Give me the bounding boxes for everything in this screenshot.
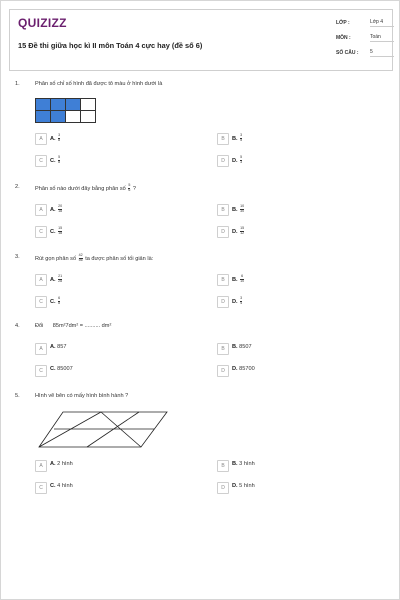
option-letter: B.: [232, 276, 238, 283]
diagonal-line: [39, 412, 101, 447]
fraction: $\frac{3}{5}$: [240, 133, 243, 142]
question-text: Phân số nào dưới đây bằng phân số $\frac{5}{6}$ ?: [35, 183, 137, 192]
option-value: 5 hình: [239, 483, 255, 489]
shaded-fraction-grid: [35, 98, 95, 122]
fraction: $\frac{21}{28}$: [58, 274, 63, 283]
option-value: 85700: [239, 366, 255, 372]
option-box[interactable]: B: [217, 343, 229, 355]
option-box[interactable]: C: [35, 155, 47, 167]
fraction: $\frac{3}{8}$: [58, 133, 61, 142]
question-number: 3.: [15, 254, 20, 260]
option-box[interactable]: C: [35, 296, 47, 308]
question-number: 4.: [15, 323, 20, 329]
option-value: 4 hình: [57, 483, 73, 489]
grid-cell: [50, 110, 66, 123]
grid-cell: [80, 110, 96, 123]
question-text: Hình vẽ bên có mấy hình bình hành ?: [35, 393, 129, 399]
option-box[interactable]: D: [217, 365, 229, 377]
fraction: $\frac{3}{4}$: [240, 296, 243, 305]
option-box[interactable]: C: [35, 482, 47, 494]
fraction: $\frac{6}{10}$: [240, 274, 245, 283]
option-box[interactable]: B: [217, 460, 229, 472]
option-value: 3 hình: [239, 461, 255, 467]
option-letter: C.: [50, 366, 56, 372]
grade-label: LỚP :: [336, 20, 350, 26]
fraction: $\frac{42}{56}$: [78, 253, 83, 262]
option-box[interactable]: B: [217, 133, 229, 145]
option-box[interactable]: B: [217, 274, 229, 286]
option-box[interactable]: A: [35, 133, 47, 145]
option-letter: A.: [50, 135, 56, 142]
question-number: 5.: [15, 393, 20, 399]
fraction: $\frac{20}{18}$: [58, 204, 63, 213]
option-box[interactable]: B: [217, 204, 229, 216]
option-letter: B.: [232, 344, 238, 350]
option-letter: D.: [232, 483, 238, 489]
subject-label: MÔN :: [336, 35, 351, 41]
fraction: $\frac{15}{18}$: [58, 226, 63, 235]
fraction: $\frac{15}{12}$: [240, 226, 245, 235]
option-box[interactable]: C: [35, 365, 47, 377]
grade-value: Lớp 4: [370, 19, 394, 27]
diagonal-line: [101, 412, 141, 447]
option-letter: B.: [232, 206, 238, 213]
worksheet-title: 15 Đề thi giữa học kì II môn Toán 4 cực hay (đề số 6): [18, 41, 203, 50]
question-text: Rút gọn phân số $\frac{42}{56}$ ta được phân số tối giản là:: [35, 253, 154, 262]
option-box[interactable]: A: [35, 343, 47, 355]
outer-parallelogram: [39, 412, 167, 447]
option-value: 85007: [57, 366, 73, 372]
option-value: 2 hình: [57, 461, 73, 467]
fraction: $\frac{5}{8}$: [58, 155, 61, 164]
option-box[interactable]: D: [217, 226, 229, 238]
option-box[interactable]: A: [35, 204, 47, 216]
option-value: 8507: [239, 344, 252, 350]
option-letter: C.: [50, 483, 56, 489]
option-box[interactable]: D: [217, 482, 229, 494]
worksheet-header: [9, 9, 393, 71]
question-text: Phân số chỉ số hình đã được tô màu ở hình dưới là: [35, 81, 163, 87]
grid-cell: [65, 110, 81, 123]
parallelogram-figure: [37, 407, 171, 451]
option-letter: D.: [232, 157, 238, 164]
option-letter: D.: [232, 228, 238, 235]
question-count-value: 5: [370, 49, 394, 57]
option-letter: B.: [232, 135, 238, 142]
option-letter: A.: [50, 206, 56, 213]
question-text: Đổi 85m²7dm² = .......... dm²: [35, 323, 112, 329]
question-count-label: SỐ CÂU :: [336, 50, 359, 56]
option-box[interactable]: D: [217, 155, 229, 167]
option-letter: C.: [50, 298, 56, 305]
option-letter: C.: [50, 228, 56, 235]
option-letter: B.: [232, 461, 238, 467]
fraction: $\frac{5}{3}$: [240, 155, 243, 164]
fraction: $\frac{6}{8}$: [58, 296, 61, 305]
option-letter: C.: [50, 157, 56, 164]
option-letter: A.: [50, 344, 56, 350]
subject-value: Toán: [370, 34, 394, 42]
option-box[interactable]: C: [35, 226, 47, 238]
option-box[interactable]: A: [35, 460, 47, 472]
diagonal-line: [87, 412, 139, 447]
option-letter: A.: [50, 276, 56, 283]
quizizz-logo: QUIZIZZ: [18, 16, 67, 30]
option-box[interactable]: D: [217, 296, 229, 308]
option-letter: D.: [232, 298, 238, 305]
option-box[interactable]: A: [35, 274, 47, 286]
fraction: $\frac{10}{30}$: [240, 204, 245, 213]
option-letter: D.: [232, 366, 238, 372]
grid-cell: [35, 110, 51, 123]
question-number: 2.: [15, 184, 20, 190]
option-letter: A.: [50, 461, 56, 467]
option-value: 857: [57, 344, 67, 350]
question-number: 1.: [15, 81, 20, 87]
fraction: $\frac{5}{6}$: [128, 183, 131, 192]
